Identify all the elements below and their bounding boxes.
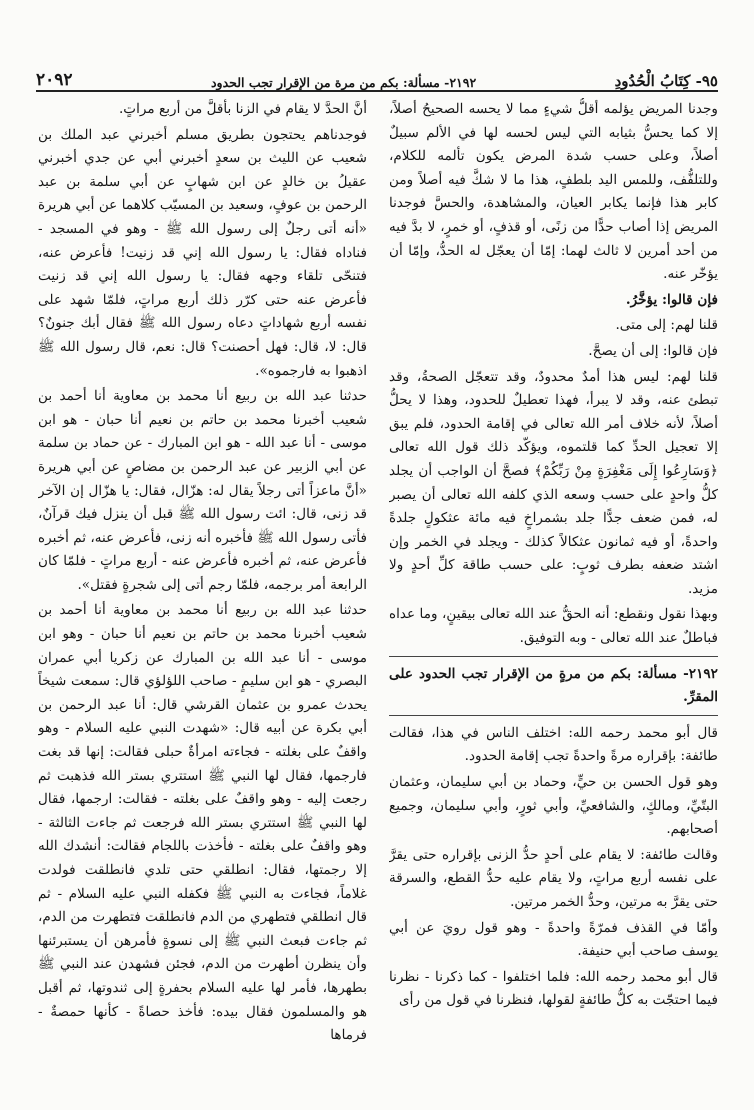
paragraph: وجدنا المريض يؤلمه أقلُّ شيءٍ مما لا يحسه الصحيحُ أصلاً، إلا كما يحسُّ بثيابه التي ليس لحسه لها في الألم سبيلٌ أصلاً، وعلى حسب شدة المرض يكون تألمه للكلام، وللتلفُّف، وللمس اليد بلطفٍ، هذا ما لا شكَّ فيه أصلاً ومن كابر هذا فإنما يكابر العيان، والمشاهدة، والحسَّ فوجدنا المريض إذا أصاب حدًّا من زنًى، أو قذفٍ، أو خمرٍ، لا بدَّ فيه من أحد أمرين لا ثالث لهما: إمّا أن يعجّل له الحدُّ، وإمّا أن يؤخّر عنه. [389, 101, 718, 283]
paragraph: فإن قالوا: إلى أن يصحَّ. [588, 342, 718, 359]
paragraph: قلنا لهم: إلى متى. [615, 317, 718, 334]
paragraph: وأمّا في القذف فمرّةً واحدةً - وهو قول رويَ عن أبي يوسف صاحب أبي حنيفة. [389, 919, 718, 960]
section-heading: ٢١٩٢- مسألة: بكم من مرةٍ من الإقرار تجب الحدود على المقرِّ. [389, 665, 718, 706]
page-number: ٢٠٩٢ [36, 70, 73, 90]
paragraph: قال أبو محمد رحمه الله: اختلف الناس في هذا، فقالت طائفة: بإقراره مرةً واحدةً تجب إقامة الحدود. [389, 724, 718, 765]
book-chapter-title: ٩٥- كِتَابُ الْحُدُودِ [614, 72, 718, 90]
paragraph: قال أبو محمد رحمه الله: فلما اختلفوا - كما ذكرنا - نظرنا فيما احتجّت به كلُّ طائفةٍ لقولها، فنظرنا في قول من رأى [389, 968, 718, 1009]
paragraph: أنَّ الحدَّ لا يقام في الزنا بأقلَّ من أربع مراتٍ. [118, 101, 367, 117]
text-columns [38, 98, 718, 1102]
paragraph: فإن قالوا: يؤخَّرُ. [625, 291, 718, 308]
running-section-title: ٢١٩٢- مسألة: بكم من مرة من الإقرار تجب الحدود [210, 75, 477, 90]
left-column [38, 98, 367, 1102]
paragraph: وهو قول الحسن بن حيٍّ، وحماد بن أبي سليمان، وعثمان البتّيِّ، ومالكٍ، والشافعيِّ، وأبي ثورٍ، وأبي سليمان، وجميع أصحابهم. [389, 774, 718, 838]
section-divider [389, 715, 718, 716]
paragraph: وقالت طائفة: لا يقام على أحدٍ حدُّ الزنى بإقراره حتى يقرَّ على نفسه أربع مراتٍ، ولا يقام عليه حدُّ القطع، والسرقة حتى يقرَّ به مرتين، وحدُّ الخمر مرتين. [389, 846, 718, 910]
page-header [36, 60, 718, 92]
paragraph: حدثنا عبد الله بن ربيع أنا محمد بن معاوية أنا أحمد بن شعيب أخبرنا محمد بن حاتم بن نعيم أنا حبان - هو ابن موسى - أنا عبد الله - هو ابن المبارك - عن حماد بن سلمة عن أبي الزبير عن عبد الرحمن بن مضاصٍ عن أبي هريرة «أنَّ ماعزاً أتى رجلاً يقال له: هزّال، فقال: يا هزّال إن الآخر قد زنى، قال: ائت رسول الله ﷺ قبل أن ينزل فيك قرآنٌ، فأتى رسول الله ﷺ فأخبره أنه زنى، فأعرض عنه، ثم أخبره فأعرض عنه، ثم أخبره فأعرض عنه - أربع مراتٍ - فلمّا كان الرابعة أمر برجمه، فلمّا رجم أتى إلى شجرةٍ فقتل». [38, 388, 367, 593]
right-column [389, 98, 718, 1102]
header-right [615, 72, 718, 90]
paragraph: قلنا لهم: ليس هذا أمدٌ محدودٌ، وقد تتعجّل الصحةُ، وقد تبطئ عنه، وقد لا يبرأ، فهذا تعطيلٌ للحدود، وهذا لا يحلُّ أصلاً، لأنه خلاف أمر الله تعالى في إقامة الحدود، فلم يبق إلا تعجيل الحدِّ كما قلتموه، ويؤكّد ذلك قول الله تعالى ﴿وَسَارِعُوا إِلَى مَغْفِرَةٍ مِنْ رَبِّكُمْ﴾ فصحَّ أن الواجب أن يجلد كلُّ واحدٍ على حسب وسعه الذي كلفه الله تعالى أن يصبر له، فمن ضعف جدًّا جلد بشمراخٍ فيه مائة عثكولٍ جلدةً واحدةً، أو فيه ثمانون عثكالاً كذلك - ويجلد في الخمر وإن اشتد ضعفه بطرف ثوبٍ: على حسب طاقة كلِّ أحدٍ ولا مزيد. [389, 368, 718, 597]
paragraph: حدثنا عبد الله بن ربيع أنا محمد بن معاوية أنا أحمد بن شعيب أخبرنا محمد بن حاتم بن نعيم أنا حبان - وهو ابن موسى - أنا عبد الله بن المبارك عن زكريا أبي عمران البصري - هو ابن سليمٍ - صاحب اللؤلؤي قال: سمعت شيخاً يحدث عمرو بن عثمان القرشي قال: أنا عبد الرحمن بن أبي بكرة عن أبيه قال: «شهدت النبي عليه السلام - وهو واقفٌ على بغلته - فجاءته امرأةٌ حبلى فقالت: إنها قد بغت فارجمها، فقال لها النبي ﷺ استتري بستر الله فذهبت ثم رجعت إليه - وهو واقفٌ على بغلته - فقالت: ارجمها، فقال لها النبي ﷺ استتري بستر الله فرجعت ثم جاءت الثالثة - وهو واقفٌ على بغلته - فأخذت باللجام فقالت: أنشدك الله إلا رجمتها، فقال: انطلقي حتى تلدي فانطلقت فولدت غلاماً، فجاءت به النبي ﷺ فكفله النبي عليه السلام - ثم قال انطلقي فتطهري من الدم فانطلقت فتطهرت من الدم، ثم جاءت فبعث النبي ﷺ إلى نسوةٍ فأمرهن أن يستبرئنها وأن ينظرن أطهرت من الدم، فجئن فشهدن عند النبي ﷺ بطهرها، فأمر لها عليه السلام بحفرةٍ إلى ثندوتها، ثم أقبل هو والمسلمون فقال بيده: فأخذ حصاةً - كأنها حمصةٌ - فرماها [38, 602, 367, 1044]
section-divider [389, 656, 718, 657]
paragraph: فوجدناهم يحتجون بطريق مسلم أخبرني عبد الملك بن شعيب عن الليث بن سعدٍ أخبرني أبي عن جدي أخبرني عقيلُ بن خالدٍ عن ابن شهابٍ عن أبي سلمة بن عبد الرحمن بن عوفٍ، وسعيد بن المسيّب كلاهما عن أبي هريرة «أنه أتى رجلٌ إلى رسول الله ﷺ - وهو في المسجد - فناداه فقال: يا رسول الله إني قد زنيت! فأعرض عنه، فتنحّى تلقاء وجهه فقال: يا رسول الله إني قد زنيت فأعرض عنه حتى كرّر ذلك أربع مراتٍ، فلمّا شهد على نفسه أربع شهاداتٍ دعاه رسول الله ﷺ فقال أبك جنونٌ؟ قال: لا، قال: فهل أحصنت؟ قال: نعم، قال رسول الله ﷺ اذهبوا به فارجموه». [38, 126, 367, 379]
paragraph: وبهذا نقول ونقطع: أنه الحقُّ عند الله تعالى بيقينٍ، وما عداه فباطلٌ عند الله تعالى - وبه التوفيق. [389, 606, 718, 647]
